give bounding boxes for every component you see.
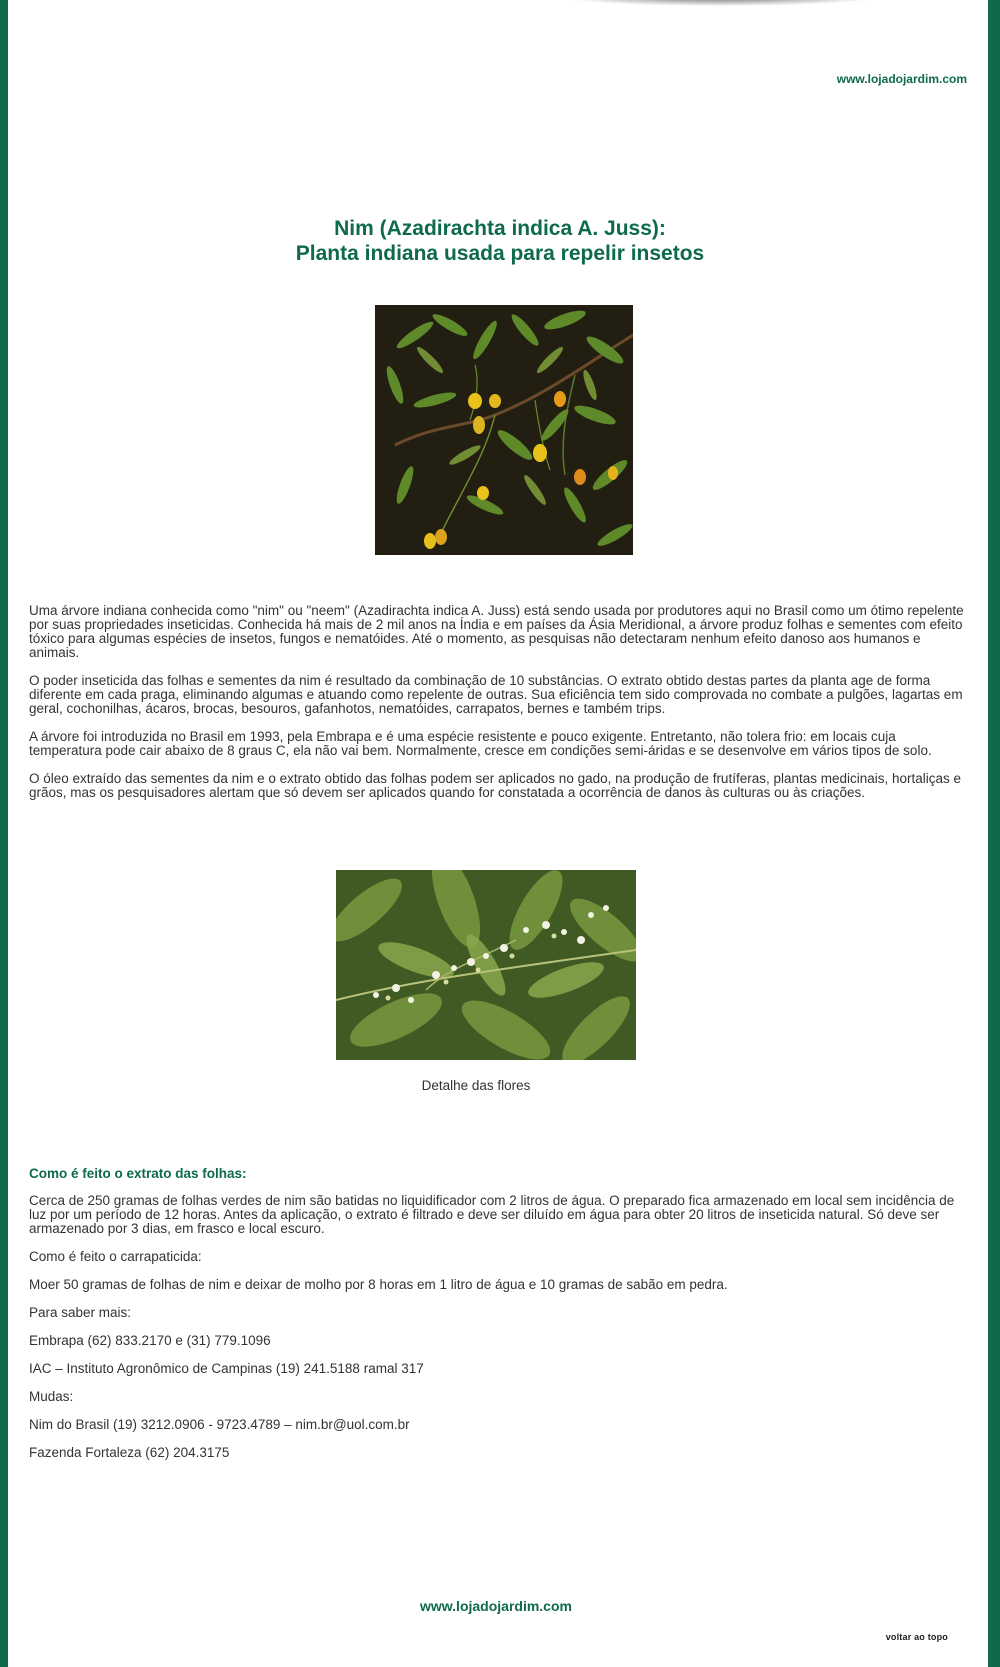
neem-fruit-photo (375, 305, 633, 555)
article-intro (29, 604, 969, 814)
header-site-link[interactable]: www.lojadojardim.com (836, 72, 967, 86)
page-title (100, 216, 900, 266)
right-border-bar (988, 0, 1000, 1667)
extract-section-heading: Como é feito o extrato das folhas: (29, 1166, 247, 1181)
page-title-line-1: Nim (Azadirachta indica A. Juss): (334, 217, 666, 240)
footer-site-link[interactable]: www.lojadojardim.com (420, 1598, 572, 1614)
extract-paragraph-2: Como é feito o carrapaticida: (29, 1249, 202, 1264)
extract-paragraph-5: Embrapa (62) 833.2170 e (31) 779.1096 (29, 1333, 271, 1348)
extract-paragraph-6: IAC – Instituto Agronômico de Campinas (19) 241.5188 ramal 317 (29, 1361, 424, 1376)
top-decorative-shadow (560, 0, 880, 6)
back-to-top-link[interactable]: voltar ao topo (885, 1632, 948, 1642)
intro-paragraph-1: Uma árvore indiana conhecida como "nim" ou "neem" (Azadirachta indica A. Juss) está sendo usada por produtores aqui no Brasil como um ótimo repelente por suas propriedades inseticidas. Conhecida há mais de 2 mil anos na Índia e em países da Ásia Meridional, a árvore produz folhas e sementes com efeito tóxico para algumas espécies de insetos, fungos e nematóides. Até o momento, as pesquisas não detectaram nenhum efeito danoso aos humanos e animais. (29, 603, 964, 660)
left-border-bar (0, 0, 8, 1667)
flowers-photo-caption: Detalhe das flores (421, 1078, 531, 1093)
extract-paragraph-1: Cerca de 250 gramas de folhas verdes de nim são batidas no liquidificador com 2 litros de água. O preparado fica armazenado em local sem incidência de luz por um período de 12 horas. Antes da aplicação, o extrato é filtrado e deve ser diluído em água para obter 20 litros de inseticida natural. Só deve ser armazenado por 3 dias, em frasco e local escuro. (29, 1193, 955, 1236)
extract-section (29, 1194, 969, 1474)
neem-flowers-illustration (336, 870, 636, 1060)
extract-paragraph-9: Fazenda Fortaleza (62) 204.3175 (29, 1445, 230, 1460)
intro-paragraph-3: A árvore foi introduzida no Brasil em 1993, pela Embrapa e é uma espécie resistente e pouco exigente. Entretanto, não tolera frio: em locais cuja temperatura pode cair abaixo de 8 graus C, ela não vai bem. Normalmente, cresce em condições semi-áridas e se desenvolve em vários tipos de solo. (29, 729, 932, 758)
neem-fruit-illustration (375, 305, 633, 555)
intro-paragraph-4: O óleo extraído das sementes da nim e o extrato obtido das folhas podem ser aplicados no gado, na produção de frutíferas, plantas medicinais, hortaliças e grãos, mas os pesquisadores alertam que só devem ser aplicados quando for constatada a ocorrência de danos às culturas ou às criações. (29, 771, 962, 800)
intro-paragraph-2: O poder inseticida das folhas e sementes da nim é resultado da combinação de 10 substâncias. O extrato obtido destas partes da planta age de forma diferente em cada praga, eliminando algumas e atuando como repelente de outras. Sua eficiência tem sido comprovada no combate a pulgões, lagartas em geral, cochonilhas, ácaros, brocas, besouros, gafanhotos, nematóides, carrapatos, bernes e também trips. (29, 673, 963, 716)
page-title-line-2: Planta indiana usada para repelir insetos (295, 242, 705, 265)
extract-paragraph-4: Para saber mais: (29, 1305, 132, 1320)
extract-paragraph-3: Moer 50 gramas de folhas de nim e deixar de molho por 8 horas em 1 litro de água e 10 gramas de sabão em pedra. (29, 1277, 728, 1292)
extract-paragraph-8: Nim do Brasil (19) 3212.0906 - 9723.4789 – nim.br@uol.com.br (29, 1417, 410, 1432)
neem-flowers-photo (336, 870, 636, 1060)
extract-paragraph-7: Mudas: (29, 1389, 74, 1404)
